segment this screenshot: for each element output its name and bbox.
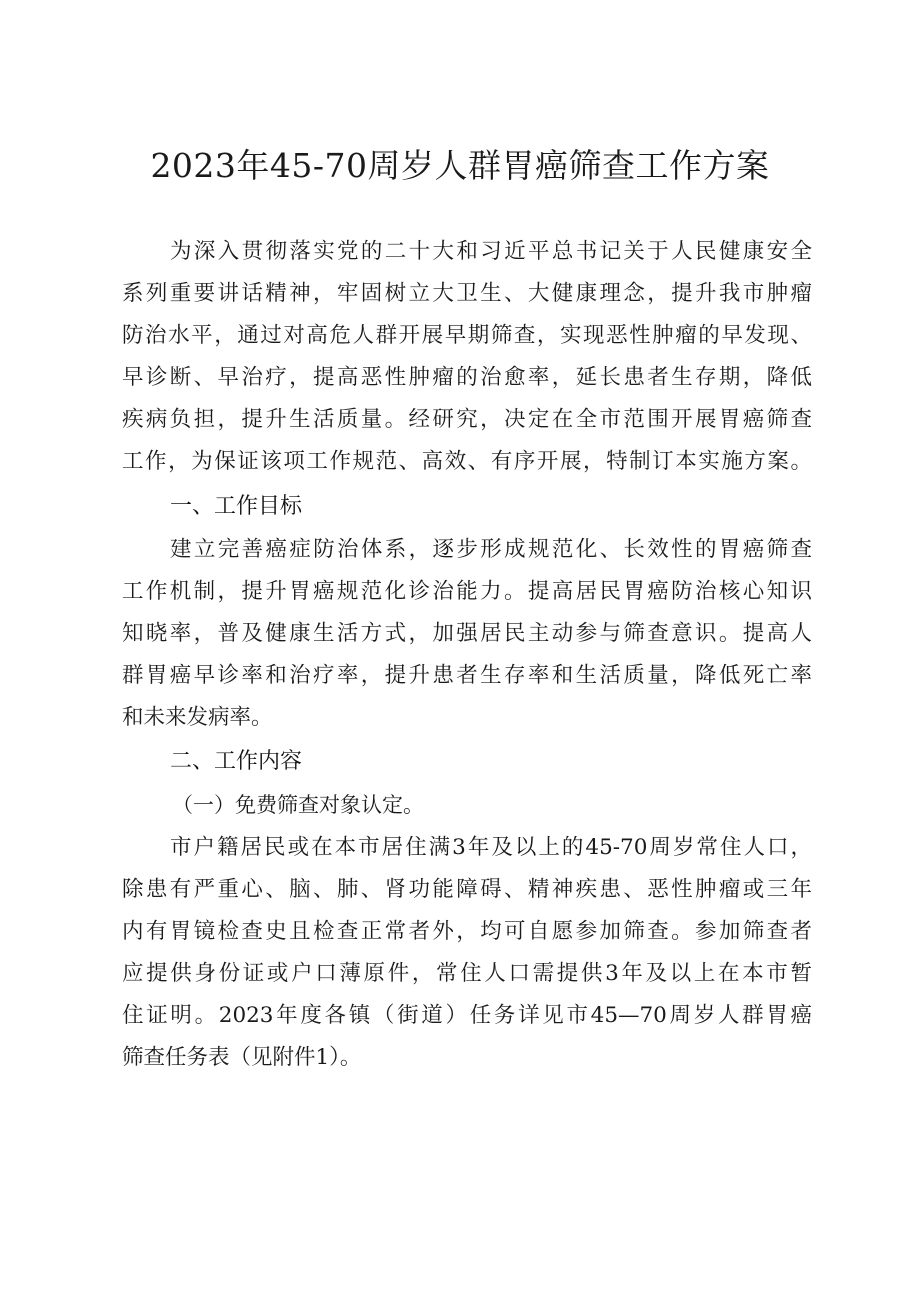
subsection-heading-screening-eligibility: （一）免费筛查对象认定。 [172,793,424,817]
section-1-line: 建立完善癌症防治体系，逐步形成规范化、长效性的胃癌筛查 [170,537,812,562]
section-2-line: 内有胃镜检查史且检查正常者外，均可自愿参加筛查。参加筛查者 [122,919,812,944]
section-2-line: 住证明。2023年度各镇（街道）任务详见市45—70周岁人群胃癌 [122,1003,812,1028]
section-heading-work-content: 二、工作内容 [170,749,303,774]
intro-line: 系列重要讲话精神，牢固树立大卫生、大健康理念，提升我市肿瘤 [122,281,812,306]
section-1-line: 工作机制，提升胃癌规范化诊治能力。提高居民胃癌防治核心知识 [122,579,812,604]
section-2-line: 市户籍居民或在本市居住满3年及以上的45-70周岁常住人口， [170,835,812,860]
section-2-line: 除患有严重心、脑、肺、肾功能障碍、精神疾患、恶性肿瘤或三年 [122,877,812,902]
intro-line: 疾病负担，提升生活质量。经研究，决定在全市范围开展胃癌筛查 [122,407,812,432]
document-title: 2023年45-70周岁人群胃癌筛查工作方案 [150,146,770,185]
intro-line: 防治水平，通过对高危人群开展早期筛查，实现恶性肿瘤的早发现、 [122,323,812,348]
section-1-line: 和未来发病率。 [122,705,273,730]
intro-line: 工作，为保证该项工作规范、高效、有序开展，特制订本实施方案。 [122,449,812,474]
section-1-line: 群胃癌早诊率和治疗率，提升患者生存率和生活质量，降低死亡率 [122,663,812,688]
section-2-line: 应提供身份证或户口薄原件，常住人口需提供3年及以上在本市暂 [122,961,812,986]
section-2-line: 筛查任务表（见附件1）。 [122,1045,362,1070]
section-heading-work-goals: 一、工作目标 [170,494,303,519]
intro-line: 为深入贯彻落实党的二十大和习近平总书记关于人民健康安全 [170,239,812,264]
section-1-line: 知晓率，普及健康生活方式，加强居民主动参与筛查意识。提高人 [122,621,812,646]
intro-line: 早诊断、早治疗，提高恶性肿瘤的治愈率，延长患者生存期，降低 [122,365,812,390]
